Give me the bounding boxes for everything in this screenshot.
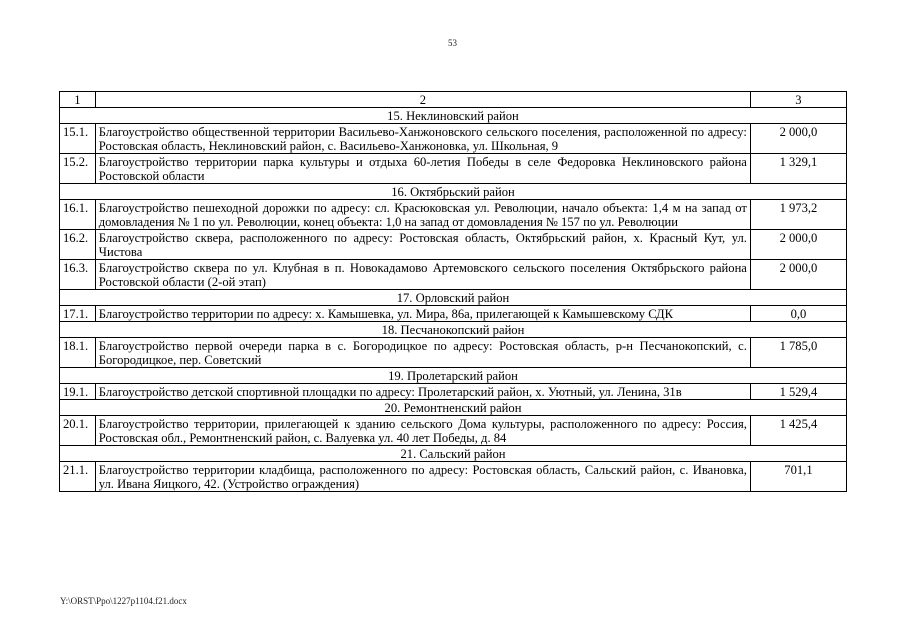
row-amount: 0,0 (750, 306, 846, 322)
file-path-footer: Y:\ORST\Ppo\1227p1104.f21.docx (60, 596, 187, 606)
row-amount: 1 785,0 (750, 338, 846, 368)
section-heading: 19. Пролетарский район (60, 368, 847, 384)
row-amount: 1 329,1 (750, 154, 846, 184)
section-heading-row (60, 290, 847, 306)
row-description: Благоустройство пешеходной дорожки по адресу: сл. Красюковская ул. Революции, начало объекта: 1,4 м на запад от домовладения № 1 по ул. Революции, конец объекта: 1,0 на запад от домовладения № 157 по ул. Революции (95, 200, 750, 230)
row-amount: 2 000,0 (750, 230, 846, 260)
row-number: 21.1. (60, 462, 96, 492)
row-description: Благоустройство первой очереди парка в с. Богородицкое по адресу: Ростовская область, р-н Песчанокопский, с. Богородицкое, пер. Советский (95, 338, 750, 368)
table-row (60, 200, 847, 230)
row-amount: 2 000,0 (750, 124, 846, 154)
row-number: 15.1. (60, 124, 96, 154)
column-number-1: 1 (60, 92, 96, 108)
row-description: Благоустройство общественной территории Васильево-Ханжоновского сельского поселения, расположенной по адресу: Ростовская область, Неклиновский район, с. Васильево-Ханжоновка, ул. Школьная, 9 (95, 124, 750, 154)
section-heading-row (60, 108, 847, 124)
section-heading: 21. Сальский район (60, 446, 847, 462)
row-amount: 2 000,0 (750, 260, 846, 290)
section-heading: 20. Ремонтненский район (60, 400, 847, 416)
section-heading-row (60, 446, 847, 462)
row-description: Благоустройство сквера по ул. Клубная в п. Новокадамово Артемовского сельского поселения Октябрьского района Ростовской области (2-ой этап) (95, 260, 750, 290)
table-row (60, 306, 847, 322)
table-row (60, 384, 847, 400)
column-number-3: 3 (750, 92, 846, 108)
row-amount: 1 425,4 (750, 416, 846, 446)
table-row (60, 338, 847, 368)
row-number: 16.3. (60, 260, 96, 290)
program-table (59, 91, 847, 492)
section-heading-row (60, 184, 847, 200)
table-row (60, 462, 847, 492)
row-number: 20.1. (60, 416, 96, 446)
row-description: Благоустройство территории парка культуры и отдыха 60-летия Победы в селе Федоровка Неклиновского района Ростовской области (95, 154, 750, 184)
table-row (60, 260, 847, 290)
section-heading: 16. Октябрьский район (60, 184, 847, 200)
row-description: Благоустройство территории, прилегающей к зданию сельского Дома культуры, расположенного по адресу: Россия, Ростовская обл., Ремонтненский район, с. Валуевка ул. 40 лет Победы, д. 84 (95, 416, 750, 446)
section-heading-row (60, 322, 847, 338)
row-number: 18.1. (60, 338, 96, 368)
column-number-row (60, 92, 847, 108)
table-row (60, 416, 847, 446)
column-number-2: 2 (95, 92, 750, 108)
row-description: Благоустройство территории по адресу: х. Камышевка, ул. Мира, 86а, прилегающей к Камышевскому СДК (95, 306, 750, 322)
table-row (60, 230, 847, 260)
section-heading: 15. Неклиновский район (60, 108, 847, 124)
row-amount: 701,1 (750, 462, 846, 492)
row-description: Благоустройство детской спортивной площадки по адресу: Пролетарский район, х. Уютный, ул. Ленина, 31в (95, 384, 750, 400)
row-number: 16.2. (60, 230, 96, 260)
table-body (60, 92, 847, 492)
section-heading: 17. Орловский район (60, 290, 847, 306)
table-row (60, 154, 847, 184)
row-description: Благоустройство сквера, расположенного по адресу: Ростовская область, Октябрьский район, х. Красный Кут, ул. Чистова (95, 230, 750, 260)
section-heading-row (60, 368, 847, 384)
row-number: 16.1. (60, 200, 96, 230)
section-heading-row (60, 400, 847, 416)
row-number: 19.1. (60, 384, 96, 400)
row-number: 17.1. (60, 306, 96, 322)
table-row (60, 124, 847, 154)
page-number: 53 (448, 38, 457, 48)
row-number: 15.2. (60, 154, 96, 184)
row-description: Благоустройство территории кладбища, расположенного по адресу: Ростовская область, Сальский район, с. Ивановка, ул. Ивана Яицкого, 42. (Устройство ограждения) (95, 462, 750, 492)
section-heading: 18. Песчанокопский район (60, 322, 847, 338)
row-amount: 1 529,4 (750, 384, 846, 400)
row-amount: 1 973,2 (750, 200, 846, 230)
